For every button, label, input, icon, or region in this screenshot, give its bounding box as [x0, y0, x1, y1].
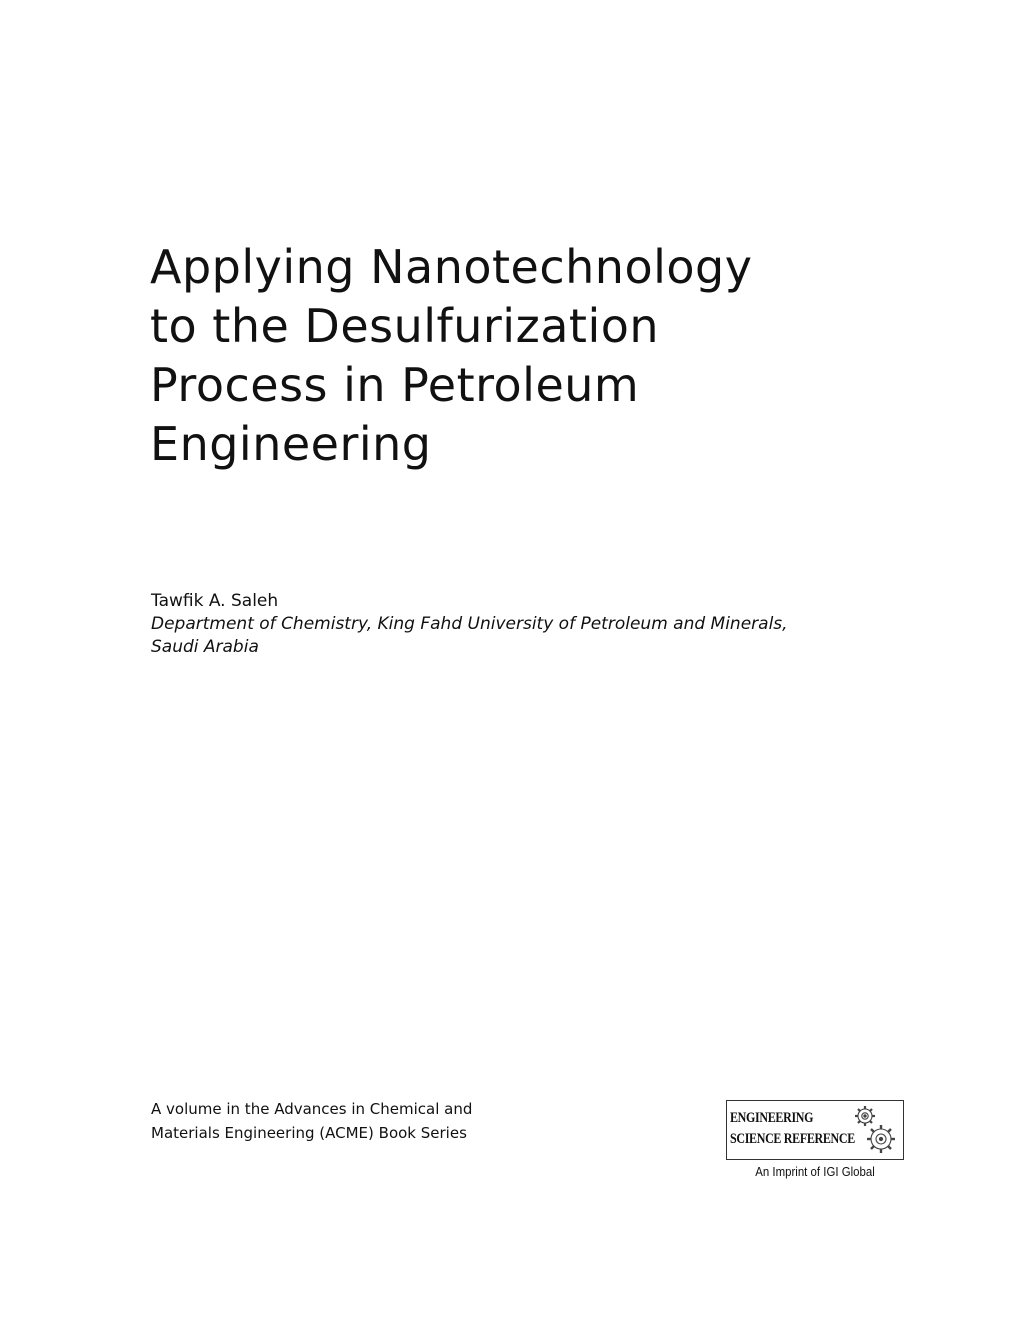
book-title-line-2: to the Desulfurization: [150, 299, 660, 353]
affiliation-line-1: Department of Chemistry, King Fahd University of Petroleum and Minerals,: [151, 614, 788, 634]
book-title-line-3: Process in Petroleum: [150, 358, 640, 412]
author-block: [151, 589, 951, 659]
series-note-line-1: A volume in the Advances in Chemical and: [151, 1100, 473, 1118]
logo-imprint-text: An Imprint of IGI Global: [755, 1164, 875, 1179]
gears-icon: [843, 1103, 903, 1157]
publisher-logo-box: [726, 1100, 904, 1160]
publisher-logo: [726, 1100, 904, 1180]
affiliation-line-2: Saudi Arabia: [151, 637, 259, 657]
logo-line-science-reference: SCIENCE REFERENCE: [730, 1131, 855, 1147]
series-note: [151, 1097, 571, 1145]
logo-line-engineering: ENGINEERING: [730, 1110, 814, 1126]
author-name: Tawfik A. Saleh: [151, 591, 279, 611]
book-title: [150, 238, 950, 474]
book-title-line-4: Engineering: [150, 417, 432, 471]
series-note-line-2: Materials Engineering (ACME) Book Series: [151, 1124, 467, 1142]
book-title-line-1: Applying Nanotechnology: [150, 240, 753, 294]
author-affiliation: [151, 613, 951, 659]
